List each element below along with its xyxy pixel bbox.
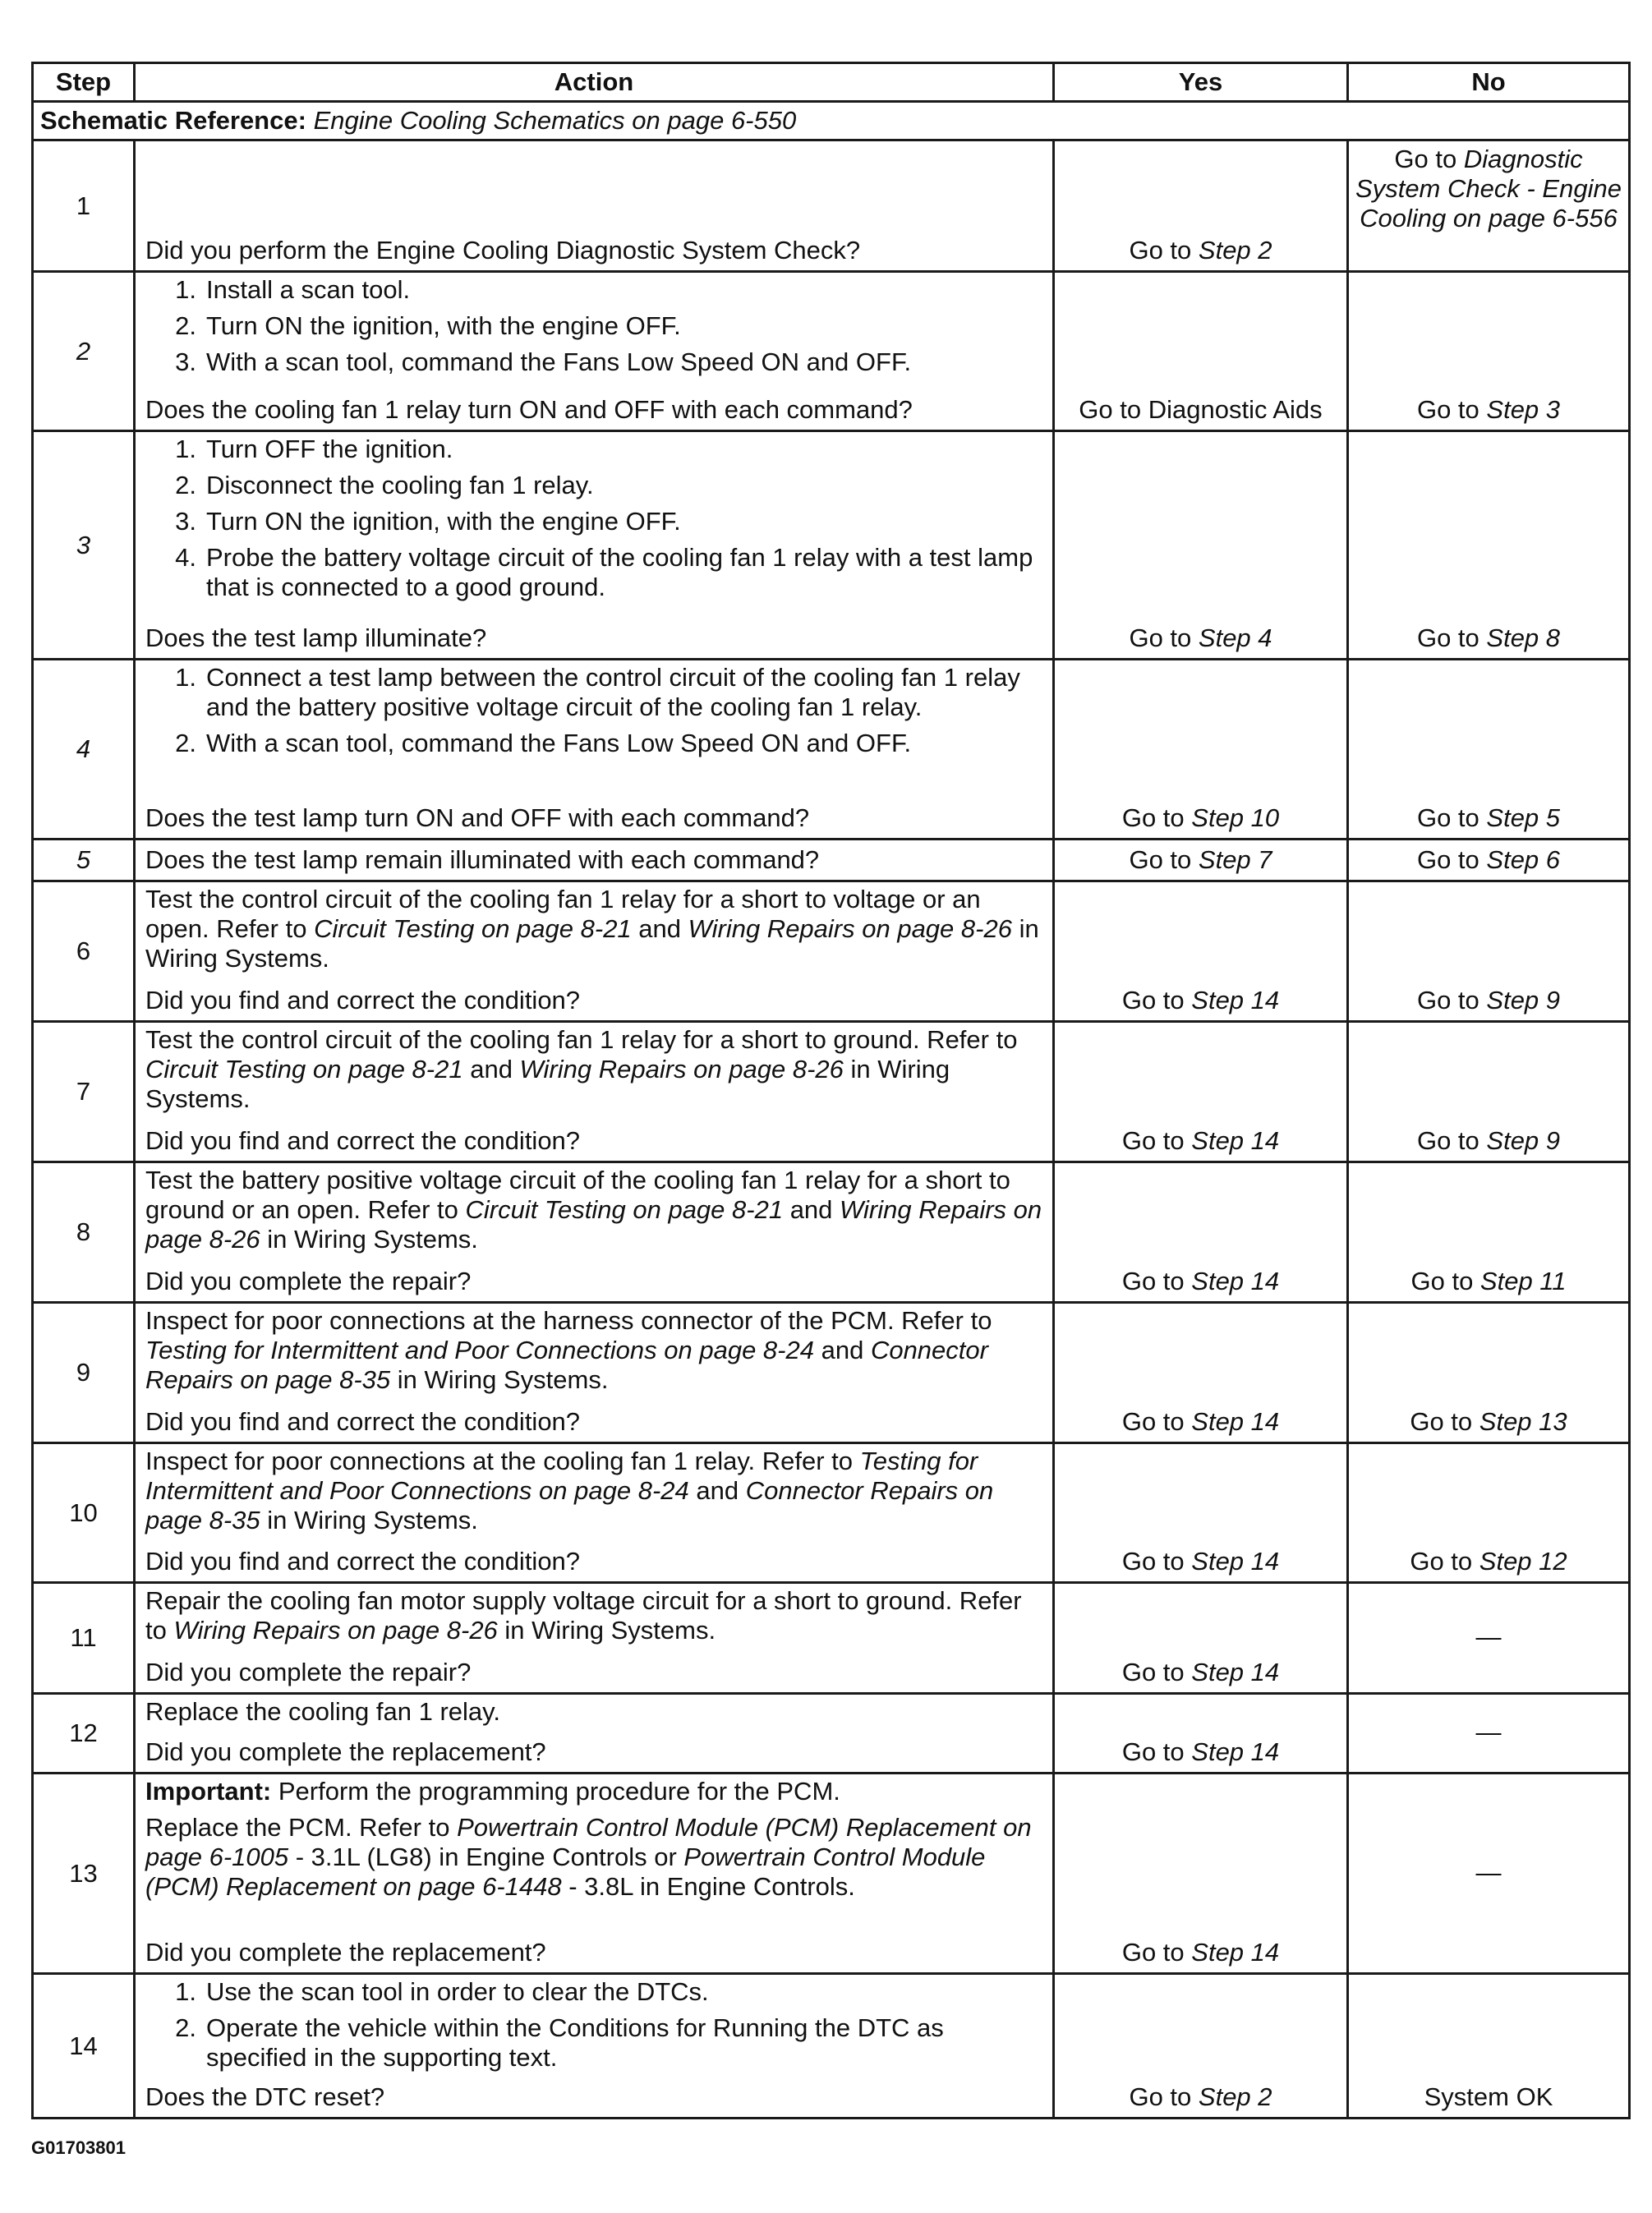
header-step: Step [33, 63, 135, 102]
cross-reference-link[interactable]: Step 13 [1479, 1407, 1567, 1436]
text-run: Go to [1121, 1658, 1192, 1686]
list-item-number: 1. [175, 1977, 196, 2006]
list-item-text [206, 2013, 1044, 2073]
action-paragraph [145, 1306, 1044, 1395]
text-run: Go to [1121, 1267, 1192, 1295]
list-item-number: 2. [175, 2013, 196, 2042]
step-row-13 [33, 1774, 1630, 1974]
action-cell [135, 881, 1054, 1022]
action-content [145, 1586, 1044, 1687]
no-result-cell [1348, 1303, 1630, 1443]
text-run: Probe the battery voltage circuit of the cooling fan 1 relay with a test lamp that is connected to a good ground. [206, 543, 1033, 601]
yes-result-cell [1054, 1443, 1348, 1583]
cross-reference-link[interactable]: Wiring Repairs on page 8-26 [688, 914, 1012, 943]
yes-result-cell [1054, 272, 1348, 431]
no-result-cell [1348, 1443, 1630, 1583]
list-item-text [206, 729, 1044, 758]
text-run: Go to Diagnostic Aids [1079, 395, 1323, 424]
action-body [145, 1977, 1044, 2073]
text-run: Does the cooling fan 1 relay turn ON and OFF with each command? [145, 395, 913, 424]
action-content [145, 1777, 1044, 1967]
list-item-text [206, 435, 1044, 464]
step-row-14 [33, 1974, 1630, 2119]
text-run: Go to [1121, 1547, 1192, 1576]
action-question [145, 1737, 1044, 1767]
text-run: Did you complete the replacement? [145, 1938, 546, 1967]
text-run: Replace the cooling fan 1 relay. [145, 1697, 500, 1726]
action-paragraph [145, 1697, 1044, 1727]
text-run: and [813, 1336, 871, 1364]
action-cell [135, 1694, 1054, 1774]
text-run: Does the DTC reset? [145, 2082, 385, 2111]
no-result-cell [1348, 1974, 1630, 2119]
action-content [145, 1697, 1044, 1767]
action-content [145, 843, 1044, 875]
cross-reference-link[interactable]: Step 14 [1191, 1407, 1280, 1436]
step-row-8 [33, 1162, 1630, 1303]
step-number: 10 [33, 1443, 135, 1583]
header-no: No [1348, 63, 1630, 102]
cross-reference-link[interactable]: Step 3 [1486, 395, 1561, 424]
action-body [145, 1166, 1044, 1254]
text-run: Replace the PCM. Refer to [145, 1813, 458, 1842]
text-run: and [631, 914, 688, 943]
text-run: Go to [1121, 986, 1192, 1014]
text-run: Did you find and correct the condition? [145, 986, 581, 1014]
yes-result-cell [1054, 140, 1348, 272]
text-run: in Wiring Systems. [145, 914, 1039, 973]
action-body [145, 885, 1044, 973]
action-paragraph [145, 1813, 1044, 1902]
action-question [145, 986, 1044, 1015]
action-content [145, 275, 1044, 425]
cross-reference-link[interactable]: Step 14 [1191, 1938, 1280, 1967]
cross-reference-link[interactable]: Powertrain Control Module (PCM) Replacement on page 6-1005 [145, 1813, 1032, 1871]
header-action: Action [135, 63, 1054, 102]
text-run: — [1475, 1622, 1502, 1651]
figure-code: G01703801 [31, 2137, 126, 2158]
text-run: Does the test lamp illuminate? [145, 623, 487, 652]
text-run: Test the control circuit of the cooling fan 1 relay for a short to ground. Refer to [145, 1025, 1018, 1054]
text-run: Go to [1410, 1547, 1479, 1576]
text-run: Turn ON the ignition, with the engine OFF. [206, 507, 681, 536]
step-row-6 [33, 881, 1630, 1022]
text-run: Turn ON the ignition, with the engine OFF. [206, 311, 681, 340]
step-number: 2 [33, 272, 135, 431]
action-cell [135, 1022, 1054, 1162]
step-number: 1 [33, 140, 135, 272]
cross-reference-link[interactable]: Wiring Repairs on page 8-26 [519, 1055, 844, 1083]
text-run: Go to [1129, 845, 1199, 874]
text-run: and [462, 1055, 520, 1083]
schematic-reference-cell [33, 102, 1630, 140]
text-run: Did you find and correct the condition? [145, 1407, 581, 1436]
text-run: in Wiring Systems. [260, 1225, 478, 1254]
list-item-number: 3. [175, 507, 196, 536]
list-item-text [206, 471, 1044, 500]
diagnostic-table-document [31, 62, 1628, 2119]
text-run: Did you perform the Engine Cooling Diagnostic System Check? [145, 236, 861, 265]
step-number: 4 [33, 660, 135, 840]
text-run: Did you find and correct the condition? [145, 1126, 581, 1155]
step-number: 6 [33, 881, 135, 1022]
text-run: in Wiring Systems. [145, 1055, 950, 1113]
action-cell [135, 1162, 1054, 1303]
action-content [145, 144, 1044, 265]
cross-reference-link[interactable]: Step 6 [1486, 845, 1561, 874]
action-content [145, 1166, 1044, 1296]
action-question [145, 236, 1044, 265]
action-cell [135, 840, 1054, 881]
text-run: Go to [1121, 803, 1192, 832]
yes-result-cell [1054, 1162, 1348, 1303]
action-body [145, 1306, 1044, 1395]
cross-reference-link[interactable]: Step 7 [1198, 845, 1272, 874]
cross-reference-link[interactable]: Connector Repairs on page 8-35 [145, 1336, 988, 1394]
cross-reference-link[interactable]: Connector Repairs on page 8-35 [145, 1476, 994, 1534]
cross-reference-link[interactable]: Step 5 [1486, 803, 1561, 832]
list-item-number: 1. [175, 663, 196, 692]
action-content [145, 435, 1044, 653]
step-number: 13 [33, 1774, 135, 1974]
text-run: Turn OFF the ignition. [206, 435, 453, 463]
text-run: in Wiring Systems. [390, 1365, 609, 1394]
no-result-cell [1348, 140, 1630, 272]
text-run: in Wiring Systems. [260, 1506, 478, 1534]
list-item-text [206, 507, 1044, 536]
no-result-cell [1348, 1774, 1630, 1974]
action-list-item [145, 435, 1044, 464]
text-run: Inspect for poor connections at the harness connector of the PCM. Refer to [145, 1306, 992, 1335]
action-question [145, 1267, 1044, 1296]
action-paragraph [145, 1166, 1044, 1254]
text-run: Test the battery positive voltage circuit of the cooling fan 1 relay for a short to ground or an open. Refer to [145, 1166, 1010, 1224]
list-item-text [206, 543, 1044, 602]
step-number: 8 [33, 1162, 135, 1303]
yes-result-cell [1054, 1694, 1348, 1774]
cross-reference-link[interactable]: Wiring Repairs on page 8-26 [145, 1195, 1042, 1254]
action-body [145, 275, 1044, 377]
emphasis-text: Important: [145, 1777, 272, 1806]
cross-reference-link[interactable]: Step 14 [1191, 1267, 1280, 1295]
action-list-item [145, 471, 1044, 500]
cross-reference-link[interactable]: Step 4 [1198, 623, 1272, 652]
list-item-number: 2. [175, 471, 196, 499]
action-body [145, 663, 1044, 758]
cross-reference-link[interactable]: Step 9 [1486, 1126, 1561, 1155]
yes-result-cell [1054, 660, 1348, 840]
action-cell [135, 1974, 1054, 2119]
action-question [145, 1547, 1044, 1576]
text-run: System OK [1424, 2082, 1553, 2111]
cross-reference-link[interactable]: Step 14 [1191, 1126, 1280, 1155]
step-row-7 [33, 1022, 1630, 1162]
action-cell [135, 140, 1054, 272]
action-paragraph [145, 1025, 1044, 1114]
yes-result-cell [1054, 840, 1348, 881]
action-content [145, 1447, 1044, 1576]
cross-reference-link[interactable]: Circuit Testing on page 8-21 [314, 914, 632, 943]
text-run: Did you complete the repair? [145, 1658, 472, 1686]
cross-reference-link[interactable]: Step 11 [1479, 1267, 1567, 1295]
no-result-cell [1348, 881, 1630, 1022]
cross-reference-link[interactable]: Step 12 [1479, 1547, 1567, 1576]
no-result-cell [1348, 1162, 1630, 1303]
list-item-number: 4. [175, 543, 196, 572]
step-number: 9 [33, 1303, 135, 1443]
schematic-reference-row [33, 102, 1630, 140]
step-row-5 [33, 840, 1630, 881]
text-run: Go to [1416, 986, 1487, 1014]
text-run: and [688, 1476, 746, 1505]
text-run: Go to [1410, 1407, 1479, 1436]
action-paragraph [145, 1447, 1044, 1535]
action-body [145, 435, 1044, 602]
step-row-1 [33, 140, 1630, 272]
step-row-10 [33, 1443, 1630, 1583]
text-run: - 3.1L (LG8) in Engine Controls or [288, 1843, 684, 1871]
text-run: Go to [1121, 1938, 1192, 1967]
yes-result-cell [1054, 1022, 1348, 1162]
action-list-item [145, 347, 1044, 377]
action-question [145, 845, 1044, 875]
text-run: Go to [1416, 845, 1487, 874]
text-run: in Wiring Systems. [497, 1616, 716, 1645]
action-content [145, 1025, 1044, 1156]
cross-reference-link[interactable]: Wiring Repairs on page 8-26 [173, 1616, 498, 1645]
action-question [145, 1126, 1044, 1156]
step-number: 5 [33, 840, 135, 881]
action-list-item [145, 1977, 1044, 2007]
no-result-cell [1348, 272, 1630, 431]
text-run: Operate the vehicle within the Conditions for Running the DTC as specified in the supporting text. [206, 2013, 944, 2072]
step-number: 3 [33, 431, 135, 660]
text-run: Use the scan tool in order to clear the DTCs. [206, 1977, 709, 2006]
yes-result-cell [1054, 1774, 1348, 1974]
action-body [145, 1447, 1044, 1535]
action-question [145, 2082, 1044, 2112]
step-row-4 [33, 660, 1630, 840]
cross-reference-link[interactable]: Testing for Intermittent and Poor Connections on page 8-24 [145, 1447, 978, 1505]
action-question [145, 1658, 1044, 1687]
yes-result-cell [1054, 881, 1348, 1022]
yes-result-cell [1054, 1974, 1348, 2119]
cross-reference-link[interactable]: Step 8 [1486, 623, 1561, 652]
action-cell [135, 1583, 1054, 1694]
cross-reference-link[interactable]: Circuit Testing on page 8-21 [145, 1055, 463, 1083]
text-run: Go to [1410, 1267, 1480, 1295]
step-number: 11 [33, 1583, 135, 1694]
step-number: 7 [33, 1022, 135, 1162]
list-item-number: 3. [175, 347, 196, 376]
action-body [145, 1777, 1044, 1902]
action-content [145, 1977, 1044, 2112]
list-item-number: 2. [175, 311, 196, 340]
action-paragraph [145, 1777, 1044, 1806]
text-run: Disconnect the cooling fan 1 relay. [206, 471, 594, 499]
text-run: Go to [1416, 803, 1487, 832]
cross-reference-link[interactable]: Diagnostic System Check - Engine Cooling on page 6-556 [1355, 145, 1622, 232]
action-question [145, 1938, 1044, 1967]
text-run: Go to [1121, 1407, 1192, 1436]
text-run: Go to [1394, 145, 1464, 173]
action-question [145, 1407, 1044, 1437]
list-item-text [206, 1977, 1044, 2007]
action-list-item [145, 275, 1044, 305]
no-result-cell [1348, 1583, 1630, 1694]
text-run: and [783, 1195, 840, 1224]
text-run: Inspect for poor connections at the cooling fan 1 relay. Refer to [145, 1447, 860, 1475]
action-cell [135, 431, 1054, 660]
action-cell [135, 1443, 1054, 1583]
text-run: — [1475, 1718, 1502, 1746]
action-content [145, 1306, 1044, 1437]
schematic-reference-label: Schematic Reference: [40, 106, 306, 135]
text-run: Install a scan tool. [206, 275, 411, 304]
no-result-cell [1348, 431, 1630, 660]
text-run: Does the test lamp remain illuminated with each command? [145, 845, 820, 874]
action-body [145, 1025, 1044, 1114]
cross-reference-link[interactable]: Step 14 [1191, 1547, 1280, 1576]
cross-reference-link[interactable]: Step 9 [1486, 986, 1561, 1014]
text-run: With a scan tool, command the Fans Low Speed ON and OFF. [206, 729, 912, 757]
text-run: - 3.8L in Engine Controls. [561, 1872, 855, 1901]
list-item-text [206, 347, 1044, 377]
action-list-item [145, 729, 1044, 758]
step-row-9 [33, 1303, 1630, 1443]
diagnostic-table [31, 62, 1631, 2119]
list-item-number: 1. [175, 435, 196, 463]
action-list-item [145, 311, 1044, 341]
text-run: Test the control circuit of the cooling fan 1 relay for a short to voltage or an open. Refer to [145, 885, 981, 943]
action-cell [135, 1303, 1054, 1443]
step-row-2 [33, 272, 1630, 431]
action-list-item [145, 663, 1044, 722]
step-row-12 [33, 1694, 1630, 1774]
list-item-number: 1. [175, 275, 196, 304]
no-result-cell [1348, 1022, 1630, 1162]
text-run: Connect a test lamp between the control circuit of the cooling fan 1 relay and the battery positive voltage circuit of the cooling fan 1 relay. [206, 663, 1020, 721]
step-number: 12 [33, 1694, 135, 1774]
action-question [145, 803, 1044, 833]
action-cell [135, 1774, 1054, 1974]
text-run: Did you complete the replacement? [145, 1737, 546, 1766]
yes-result-cell [1054, 431, 1348, 660]
cross-reference-link[interactable]: Testing for Intermittent and Poor Connections on page 8-24 [145, 1336, 814, 1364]
action-list-item [145, 507, 1044, 536]
cross-reference-link[interactable]: Step 2 [1198, 236, 1272, 265]
list-item-text [206, 663, 1044, 722]
cross-reference-link[interactable]: Step 10 [1191, 803, 1280, 832]
cross-reference-link[interactable]: Step 14 [1191, 1737, 1280, 1766]
text-run: Go to [1129, 236, 1199, 265]
no-result-cell [1348, 660, 1630, 840]
action-content [145, 885, 1044, 1015]
text-run: Go to [1416, 1126, 1487, 1155]
action-body [145, 1697, 1044, 1727]
schematic-reference-link[interactable]: Engine Cooling Schematics on page 6-550 [313, 106, 797, 135]
step-number: 14 [33, 1974, 135, 2119]
action-cell [135, 272, 1054, 431]
text-run: Go to [1416, 395, 1487, 424]
cross-reference-link[interactable]: Step 2 [1198, 2082, 1272, 2111]
action-body [145, 1586, 1044, 1645]
header-row [33, 63, 1630, 102]
action-list-item [145, 2013, 1044, 2073]
action-paragraph [145, 885, 1044, 973]
text-run: Does the test lamp turn ON and OFF with each command? [145, 803, 810, 832]
action-question [145, 623, 1044, 653]
list-item-text [206, 275, 1044, 305]
header-yes: Yes [1054, 63, 1348, 102]
action-content [145, 663, 1044, 833]
action-paragraph [145, 1586, 1044, 1645]
cross-reference-link[interactable]: Step 14 [1191, 986, 1280, 1014]
text-run: — [1475, 1857, 1502, 1887]
action-question [145, 395, 1044, 425]
cross-reference-link[interactable]: Circuit Testing on page 8-21 [465, 1195, 784, 1224]
text-run: Go to [1121, 1737, 1192, 1766]
text-run: Go to [1129, 623, 1199, 652]
cross-reference-link[interactable]: Step 14 [1191, 1658, 1280, 1686]
text-run: With a scan tool, command the Fans Low Speed ON and OFF. [206, 347, 912, 376]
yes-result-cell [1054, 1583, 1348, 1694]
no-result-cell [1348, 1694, 1630, 1774]
text-run: Go to [1416, 623, 1487, 652]
list-item-text [206, 311, 1044, 341]
text-run: Perform the programming procedure for the PCM. [271, 1777, 840, 1806]
no-result-cell [1348, 840, 1630, 881]
list-item-number: 2. [175, 729, 196, 757]
text-run: Did you find and correct the condition? [145, 1547, 581, 1576]
step-row-3 [33, 431, 1630, 660]
cross-reference-link[interactable]: Powertrain Control Module (PCM) Replacement on page 6-1448 [145, 1843, 986, 1901]
text-run: Go to [1121, 1126, 1192, 1155]
text-run: Did you complete the repair? [145, 1267, 472, 1295]
action-list-item [145, 543, 1044, 602]
action-cell [135, 660, 1054, 840]
yes-result-cell [1054, 1303, 1348, 1443]
text-run: Go to [1129, 2082, 1199, 2111]
step-row-11 [33, 1583, 1630, 1694]
text-run: Repair the cooling fan motor supply voltage circuit for a short to ground. Refer to [145, 1586, 1022, 1645]
